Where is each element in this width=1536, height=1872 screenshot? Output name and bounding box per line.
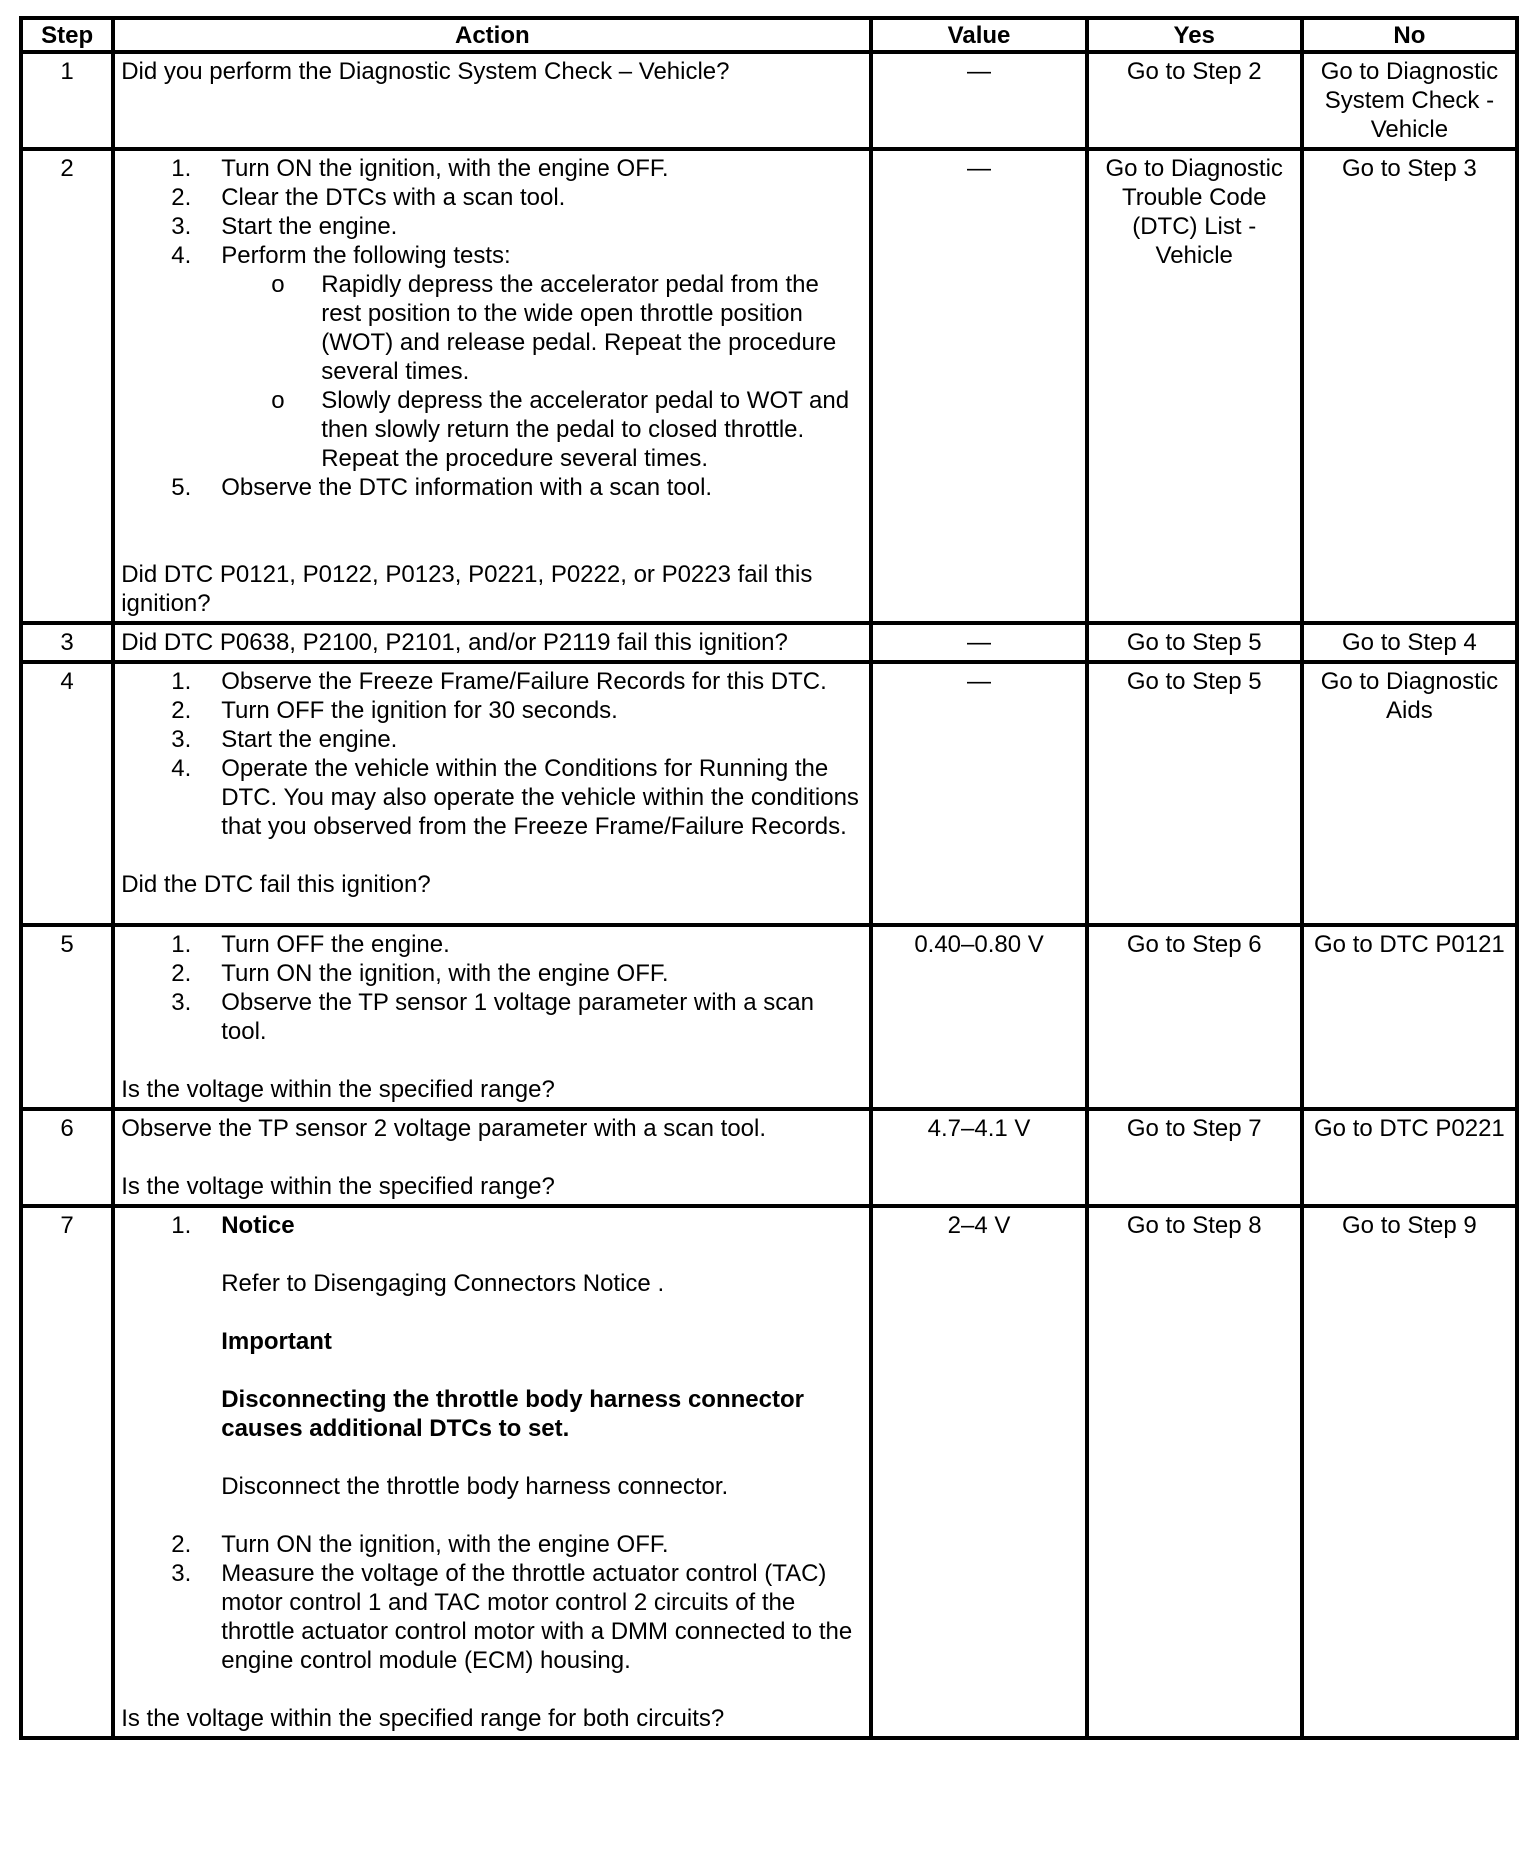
list-text: Turn OFF the ignition for 30 seconds.	[221, 697, 618, 724]
action-steps-list	[121, 667, 863, 841]
list-text: Clear the DTCs with a scan tool.	[221, 184, 566, 211]
action-steps-list	[121, 1211, 863, 1675]
no-cell: Go to Diagnostic System Check - Vehicle	[1302, 52, 1517, 149]
list-text: Disconnect the throttle body harness connector.	[221, 1473, 729, 1500]
list-item	[121, 212, 863, 241]
list-item	[121, 241, 863, 473]
value-cell: —	[871, 52, 1086, 149]
sub-list-text: Rapidly depress the accelerator pedal from the rest position to the wide open throttle position (WOT) and release pedal. Repeat the procedure several times.	[321, 271, 837, 385]
yes-cell: Go to Step 5	[1087, 662, 1302, 925]
list-item	[121, 696, 863, 725]
list-text: Turn ON the ignition, with the engine OFF.	[221, 155, 669, 182]
action-cell	[113, 925, 871, 1109]
step-number: 4	[21, 662, 113, 925]
action-question: Is the voltage within the specified range for both circuits?	[121, 1705, 725, 1732]
step-number: 6	[21, 1109, 113, 1206]
table-row	[21, 1109, 1517, 1206]
yes-cell: Go to Step 8	[1087, 1206, 1302, 1738]
step-number: 5	[21, 925, 113, 1109]
step-number: 1	[21, 52, 113, 149]
list-item	[121, 667, 863, 696]
list-number: 1.	[171, 1212, 192, 1239]
list-number: 4.	[171, 755, 192, 782]
list-text-with-sublist	[221, 241, 863, 473]
action-steps-list	[121, 154, 863, 502]
notice-label: Notice	[221, 1212, 295, 1239]
action-steps-list	[121, 930, 863, 1046]
list-item	[121, 988, 863, 1046]
sub-list	[221, 270, 863, 473]
header-step: Step	[21, 18, 113, 52]
important-label: Important	[221, 1328, 332, 1355]
table-row	[21, 925, 1517, 1109]
action-cell	[113, 623, 871, 662]
yes-cell: Go to Step 7	[1087, 1109, 1302, 1206]
value-cell: —	[871, 623, 1086, 662]
value-cell: —	[871, 662, 1086, 925]
list-text: Start the engine.	[221, 213, 398, 240]
yes-cell: Go to Step 2	[1087, 52, 1302, 149]
bullet-icon: o	[271, 387, 285, 414]
yes-cell: Go to Step 6	[1087, 925, 1302, 1109]
step-number: 7	[21, 1206, 113, 1738]
action-question: Did the DTC fail this ignition?	[121, 871, 431, 898]
header-yes: Yes	[1087, 18, 1302, 52]
list-number: 2.	[171, 184, 192, 211]
value-cell: 2–4 V	[871, 1206, 1086, 1738]
yes-cell: Go to Step 5	[1087, 623, 1302, 662]
list-item	[121, 930, 863, 959]
list-item	[121, 1530, 863, 1559]
list-item	[121, 1559, 863, 1675]
sub-list-item	[221, 270, 863, 386]
list-text: Observe the TP sensor 1 voltage parameter with a scan tool.	[221, 989, 814, 1045]
table-row	[21, 52, 1517, 149]
list-number: 1.	[171, 155, 192, 182]
header-no: No	[1302, 18, 1517, 52]
list-number: 2.	[171, 1531, 192, 1558]
list-text: Observe the Freeze Frame/Failure Records for this DTC.	[221, 668, 827, 695]
no-cell: Go to Step 9	[1302, 1206, 1517, 1738]
list-number: 3.	[171, 213, 192, 240]
no-cell: Go to Step 3	[1302, 149, 1517, 623]
value-cell: 0.40–0.80 V	[871, 925, 1086, 1109]
sub-list-text: Slowly depress the accelerator pedal to WOT and then slowly return the pedal to closed throttle. Repeat the procedure several times.	[321, 387, 850, 472]
action-question: Is the voltage within the specified range?	[121, 1173, 555, 1200]
list-number: 4.	[171, 242, 192, 269]
list-number: 1.	[171, 931, 192, 958]
list-number: 3.	[171, 1560, 192, 1587]
bullet-icon: o	[271, 271, 285, 298]
list-text: Perform the following tests:	[221, 242, 511, 269]
yes-cell: Go to Diagnostic Trouble Code (DTC) List - Vehicle	[1087, 149, 1302, 623]
step-number: 3	[21, 623, 113, 662]
action-cell	[113, 149, 871, 623]
list-text: Turn OFF the engine.	[221, 931, 450, 958]
list-text: Turn ON the ignition, with the engine OFF.	[221, 1531, 669, 1558]
action-cell	[113, 1206, 871, 1738]
value-cell: 4.7–4.1 V	[871, 1109, 1086, 1206]
list-number: 3.	[171, 726, 192, 753]
list-text-block	[221, 1211, 863, 1530]
diagnostic-table	[19, 16, 1519, 1740]
action-question: Is the voltage within the specified range?	[121, 1076, 555, 1103]
action-question: Did DTC P0121, P0122, P0123, P0221, P0222, or P0223 fail this ignition?	[121, 561, 813, 617]
list-number: 1.	[171, 668, 192, 695]
action-cell	[113, 1109, 871, 1206]
list-number: 2.	[171, 960, 192, 987]
important-text: Disconnecting the throttle body harness connector causes additional DTCs to set.	[221, 1386, 804, 1442]
table-row	[21, 1206, 1517, 1738]
action-cell	[113, 52, 871, 149]
no-cell: Go to DTC P0221	[1302, 1109, 1517, 1206]
no-cell: Go to Step 4	[1302, 623, 1517, 662]
list-item	[121, 1211, 863, 1530]
list-text: Start the engine.	[221, 726, 398, 753]
list-number: 3.	[171, 989, 192, 1016]
list-number: 2.	[171, 697, 192, 724]
action-text: Observe the TP sensor 2 voltage parameter with a scan tool.	[121, 1115, 767, 1142]
no-cell: Go to Diagnostic Aids	[1302, 662, 1517, 925]
sub-list-item	[221, 386, 863, 473]
header-row	[21, 18, 1517, 52]
list-item	[121, 959, 863, 988]
list-item	[121, 473, 863, 502]
notice-text: Refer to Disengaging Connectors Notice .	[221, 1270, 665, 1297]
list-number: 5.	[171, 474, 192, 501]
list-text: Measure the voltage of the throttle actuator control (TAC) motor control 1 and TAC motor control 2 circuits of the throttle actuator control motor with a DMM connected to the engine control module (ECM) housing.	[221, 1560, 853, 1674]
table-row	[21, 149, 1517, 623]
table-row	[21, 623, 1517, 662]
list-text: Turn ON the ignition, with the engine OFF.	[221, 960, 669, 987]
list-text: Operate the vehicle within the Conditions for Running the DTC. You may also operate the vehicle within the conditions that you observed from the Freeze Frame/Failure Records.	[221, 755, 859, 840]
header-value: Value	[871, 18, 1086, 52]
step-number: 2	[21, 149, 113, 623]
list-item	[121, 725, 863, 754]
no-cell: Go to DTC P0121	[1302, 925, 1517, 1109]
value-cell: —	[871, 149, 1086, 623]
action-question: Did you perform the Diagnostic System Check – Vehicle?	[121, 58, 730, 85]
action-cell	[113, 662, 871, 925]
list-item	[121, 183, 863, 212]
action-question: Did DTC P0638, P2100, P2101, and/or P2119 fail this ignition?	[121, 629, 788, 656]
header-action: Action	[113, 18, 871, 52]
list-text: Observe the DTC information with a scan tool.	[221, 474, 713, 501]
list-item	[121, 154, 863, 183]
list-item	[121, 754, 863, 841]
table-row	[21, 662, 1517, 925]
